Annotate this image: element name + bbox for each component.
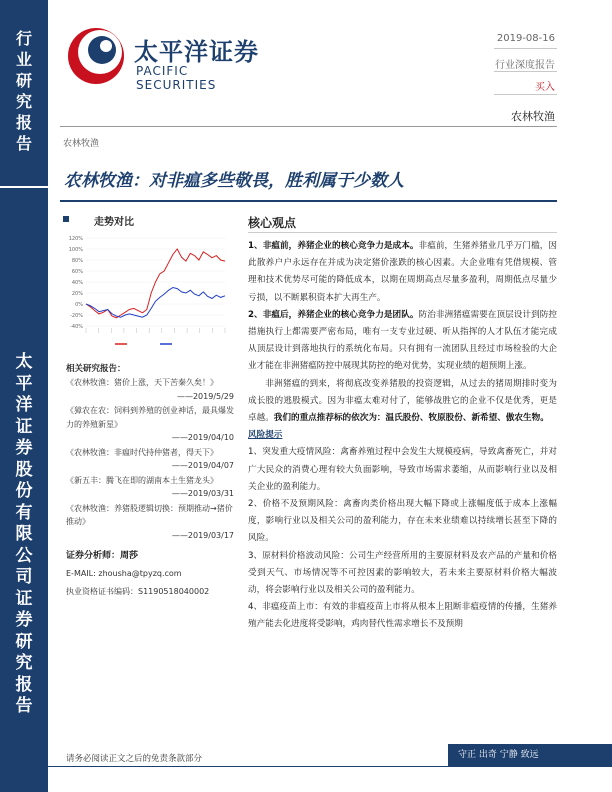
paragraph-recommend [248, 376, 557, 428]
sidebar-char: 洋 [15, 395, 33, 415]
logo-english-name: PACIFIC SECURITIES [136, 64, 217, 92]
sidebar-char: 告 [15, 696, 33, 716]
footer-rule [48, 766, 612, 767]
sidebar-char: 研 [15, 631, 33, 652]
sidebar-char: 究 [15, 92, 32, 111]
y-tick-label: -20% [70, 313, 83, 319]
related-report-title: 《农林牧渔：养猪股逻辑切换：预期推动→猪价推动》 [66, 503, 233, 526]
core-view-rule [248, 232, 557, 233]
y-tick-label: -40% [70, 324, 83, 330]
paragraph-team-text: 防治非洲猪瘟需要在顶层设计到防控措施执行上都需要严密布局，唯有一支专业过硬、听从指挥的人才队伍才能完成从顶层设计到落地执行的系统化布局。只有拥有一流团队且经过市场检验的大企业才能在非洲猪瘟防控中展现其防控的绝对优势，实现业绩的超预期上涨。 [248, 309, 557, 372]
related-reports-title: 相关研究报告： [66, 364, 126, 374]
sidebar-char: 公 [15, 545, 33, 566]
related-report-date: ——2019/03/17 [171, 530, 234, 540]
related-report-item[interactable] [66, 376, 234, 403]
related-reports-list [66, 376, 234, 543]
sidebar-char: 报 [15, 113, 32, 132]
paragraph-cost [248, 238, 557, 307]
sidebar-char: 份 [15, 481, 33, 501]
related-report-date: ——2019/03/31 [171, 489, 234, 498]
sidebar-char: 证 [15, 588, 33, 609]
paragraph-team-lead: 2、非瘟后，养猪企业的核心竞争力是团队。 [248, 309, 419, 320]
risk-title: 风险提示 [248, 430, 283, 441]
logo-chinese-name: 太平洋证券 [134, 38, 259, 66]
analyst-title: 证券分析师：周莎 [66, 551, 139, 561]
header-divider [494, 48, 557, 49]
rating-badge: 买入 [535, 82, 555, 93]
sidebar-char: 研 [15, 71, 32, 90]
sidebar-char: 有 [15, 502, 33, 523]
related-report-date: ——2019/04/10 [171, 433, 234, 442]
y-tick-label: 20% [71, 291, 83, 297]
paragraph-recommend-text: 非洲猪瘟的到来，将彻底改变养猪股的投资逻辑，从过去的猪周期排时变为成长股的逃股模式。因为非瘟太难对付了，能够战胜它的企业不仅是优秀，更是卓越。 [248, 378, 557, 424]
y-tick-label: 80% [71, 258, 83, 264]
related-report-title: 《农林牧渔：非瘟时代持仲猪者，得天下》 [66, 447, 218, 457]
analyst-info [66, 548, 234, 605]
related-report-title: 《新五丰：腾飞在即的湖南本土生猪龙头》 [66, 475, 218, 485]
top-rule [60, 126, 557, 127]
y-tick-label: 40% [71, 280, 83, 286]
left-sidebar [0, 0, 48, 792]
logo-mark-icon [64, 22, 128, 86]
y-tick-label: 120% [68, 236, 83, 242]
sidebar-char: 平 [15, 373, 33, 394]
sidebar-char: 券 [15, 610, 33, 630]
company-logo [64, 22, 264, 92]
analyst-cert: 执业资格证书编码：S1190518040002 [66, 587, 210, 596]
y-tick-label: 0% [75, 302, 83, 308]
paragraph-team [248, 307, 557, 376]
sidebar-char: 业 [15, 50, 32, 69]
header-divider [494, 71, 557, 72]
sidebar-char: 告 [15, 134, 32, 153]
related-report-title: 《农林牧渔：猪价上涨，天下苦秦久矣！》 [66, 378, 218, 387]
trend-chart-title: 走势对比 [94, 217, 134, 228]
sidebar-char: 股 [15, 459, 33, 480]
footer-disclaimer: 请务必阅读正文之后的免责条款部分 [66, 754, 203, 764]
report-type: 行业深度报告 [495, 60, 555, 71]
title-rule [60, 200, 557, 202]
report-title: 农林牧渔：对非瘟多些敬畏，胜利属于少数人 [64, 171, 404, 191]
analyst-email[interactable]: E-MAIL: zhousha@tpyzq.com [66, 569, 182, 578]
footer-motto: 守正 出奇 宁静 致远 [448, 744, 612, 766]
related-report-item[interactable] [66, 446, 234, 473]
recommended-stocks: 我们的重点推荐标的依次为：温氏股份、牧原股份、新希望、傲农生物。 [273, 413, 549, 424]
series-line [86, 288, 225, 318]
sidebar-report-category [0, 28, 48, 154]
y-tick-label: 60% [71, 269, 83, 275]
sector-label: 农林牧渔 [511, 110, 555, 123]
section-bullet-icon [63, 216, 69, 222]
sector-small-label: 农林牧渔 [63, 139, 100, 149]
related-report-item[interactable] [66, 502, 234, 543]
sidebar-char: 券 [15, 438, 33, 458]
sidebar-char: 究 [15, 653, 33, 673]
risk-item: 2、价格不及预期风险：禽畜肉类价格出现大幅下降或上涨幅度低于成本上涨幅度，影响行业以及相关公司的盈利能力，存在未来业绩难以持续增长甚至下降的风险。 [248, 499, 557, 544]
core-view-title: 核心观点 [248, 216, 297, 230]
core-view-body [248, 238, 557, 634]
risk-item: 3、原材料价格波动风险：公司生产经营所用的主要原材料及农产品的产量和价格受到天气、市场情况等不可控因素的影响较大，若未来主要原材料价格大幅波动，将会影响行业以及相关公司的盈利能力。 [248, 550, 557, 596]
header-divider [494, 94, 557, 95]
sidebar-char: 报 [15, 674, 33, 695]
related-report-title: 《獐农在农：饲料到养殖的创业神话，最具爆发力的养殖新星》 [66, 406, 234, 429]
related-report-item[interactable] [66, 474, 234, 501]
sidebar-company-name [0, 352, 48, 718]
sidebar-char: 太 [15, 352, 33, 372]
related-report-date: ——2019/04/07 [171, 461, 234, 470]
related-report-date: ——2019/5/29 [176, 391, 234, 401]
paragraph-cost-text: 非瘟前，生猪养猪业几乎万门槛，因此散养户户永远存在并成为决定猪价涨跌的核心因素。大企业唯有凭借规模、管理和技术优势尽可能的降低成本，以期在周期高点尽量多盈利，周期低点尽量少亏损，以不断累积资本扩大再生产。 [248, 241, 557, 303]
series-line [86, 249, 225, 318]
sidebar-char: 行 [15, 29, 32, 48]
sidebar-char: 司 [15, 567, 33, 587]
sidebar-char: 限 [15, 524, 33, 544]
y-tick-label: 100% [68, 247, 83, 253]
paragraph-cost-lead: 1、非瘟前，养猪企业的核心竞争力是成本。 [248, 241, 419, 251]
sidebar-char: 证 [15, 416, 33, 437]
report-date: 2019-08-16 [496, 33, 555, 44]
trend-chart [60, 230, 230, 350]
related-report-item[interactable] [66, 404, 234, 445]
risk-item: 1、突发重大疫情风险：禽畜养殖过程中会发生大规模疫病，导致禽畜死亡，并对广大民众的消费心理有较大负面影响，导致市场需求萎缩，从而影响行业以及相关企业的盈利能力。 [248, 447, 557, 492]
risk-item: 4、非瘟疫苗上市：有效的非瘟疫苗上市将从根本上阻断非瘟疫情的传播，生猪养殖产能去化进度将受影响，鸡肉替代性需求增长不及预期 [248, 602, 557, 630]
